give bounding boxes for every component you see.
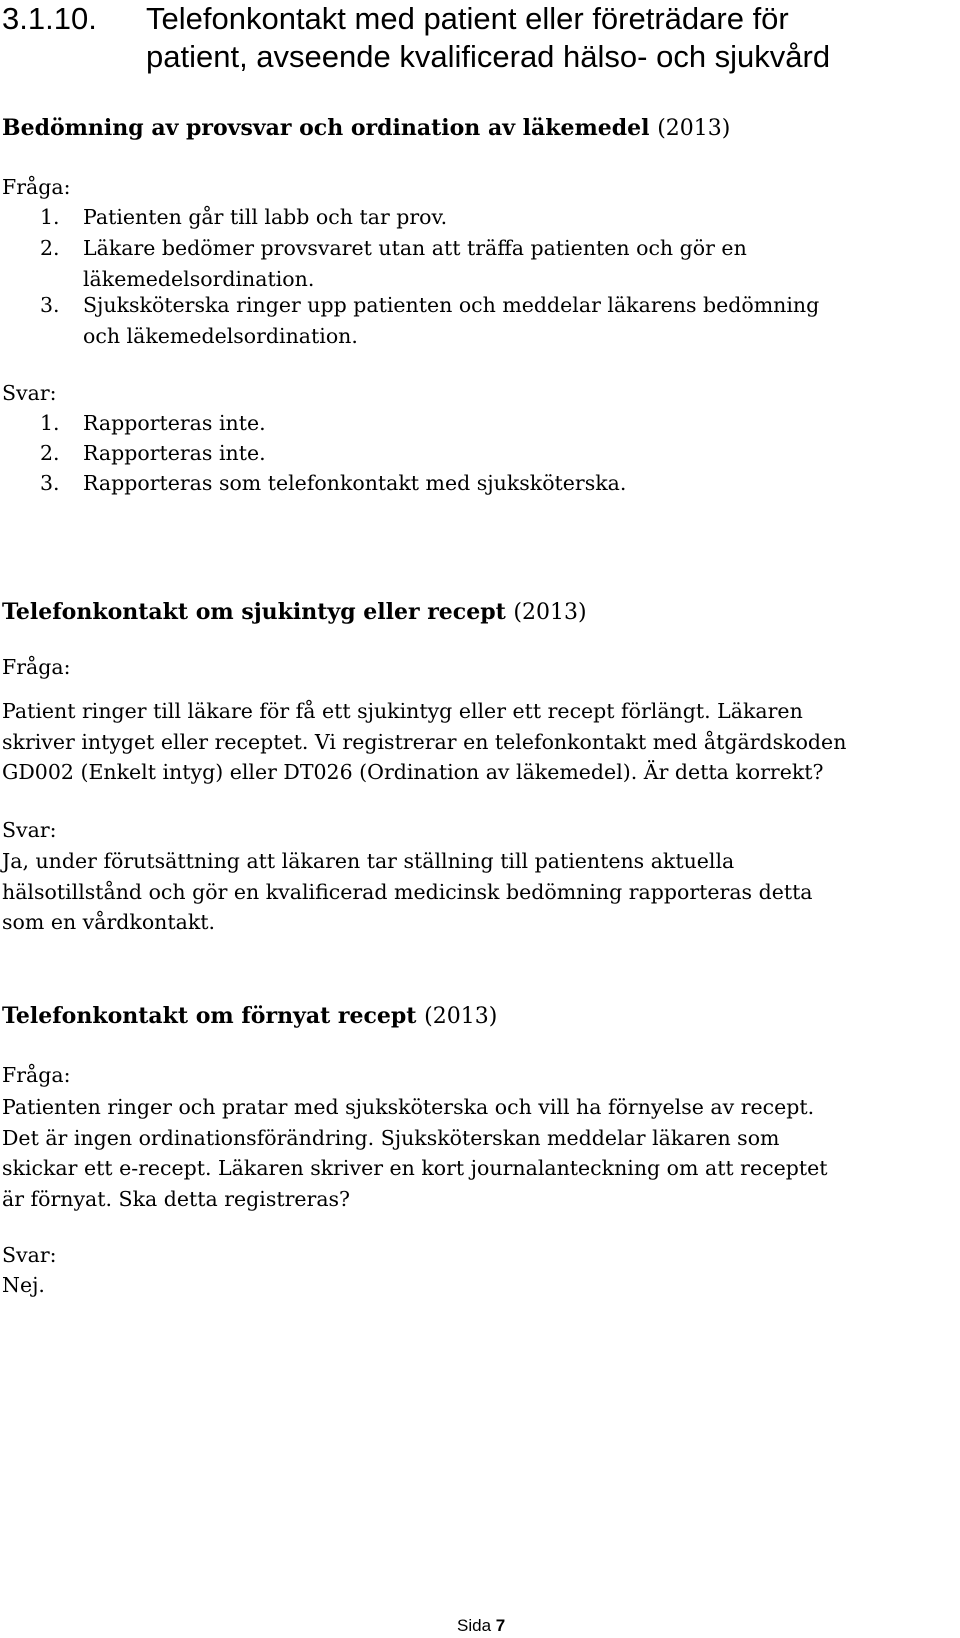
heading-line-2: patient, avseende kvalificerad hälso- och sjukvård — [146, 39, 831, 74]
list-number: 1. — [40, 205, 60, 229]
question-label: Fråga: — [2, 1063, 71, 1087]
question-label: Fråga: — [2, 175, 71, 199]
list-item — [40, 468, 940, 499]
answer-paragraph — [2, 1270, 942, 1301]
answer-label: Svar: — [2, 1243, 57, 1267]
paragraph-line: Det är ingen ordinationsförändring. Sjuksköterskan meddelar läkaren som — [2, 1125, 780, 1150]
paragraph-line: Patient ringer till läkare för få ett sjukintyg eller ett recept förlängt. Läkaren — [2, 699, 803, 723]
list-text: Rapporteras inte. — [83, 411, 266, 435]
page-number: 7 — [495, 1616, 506, 1635]
question-paragraph — [2, 696, 942, 788]
list-text: Patienten går till labb och tar prov. — [83, 205, 448, 229]
list-text-continued: läkemedelsordination. — [83, 266, 315, 291]
paragraph-line: Patienten ringer och pratar med sjuksköterska och vill ha förnyelse av recept. — [2, 1095, 815, 1119]
section-year: (2013) — [513, 600, 587, 625]
list-item — [40, 408, 940, 439]
section-title-text: Telefonkontakt om sjukintyg eller recept — [2, 599, 506, 625]
section-title-text: Telefonkontakt om förnyat recept — [2, 1003, 417, 1029]
answer-label: Svar: — [2, 381, 57, 405]
paragraph-line: Nej. — [2, 1273, 45, 1297]
list-text: Rapporteras inte. — [83, 441, 266, 465]
paragraph-line: som en vårdkontakt. — [2, 910, 215, 934]
footer-label: Sida — [457, 1616, 492, 1635]
list-text: Sjuksköterska ringer upp patienten och meddelar läkarens bedömning — [83, 293, 820, 317]
section-title — [2, 598, 587, 627]
list-number: 2. — [40, 441, 60, 465]
paragraph-line: hälsotillstånd och gör en kvalificerad medicinsk bedömning rapporteras detta — [2, 879, 813, 904]
paragraph-line: skriver intyget eller receptet. Vi registrerar en telefonkontakt med åtgärdskoden — [2, 729, 847, 754]
paragraph-line: är förnyat. Ska detta registreras? — [2, 1186, 351, 1211]
paragraph-line: Ja, under förutsättning att läkaren tar ställning till patientens aktuella — [2, 849, 735, 873]
page-footer — [457, 1615, 505, 1637]
list-number: 2. — [40, 236, 60, 260]
answer-label: Svar: — [2, 818, 57, 842]
heading-line-1: Telefonkontakt med patient eller företrädare för — [146, 1, 789, 36]
list-item — [40, 438, 940, 469]
list-item — [40, 233, 940, 294]
list-text: Rapporteras som telefonkontakt med sjuksköterska. — [83, 471, 627, 495]
list-number: 3. — [40, 293, 60, 317]
question-label: Fråga: — [2, 655, 71, 679]
list-number: 1. — [40, 411, 60, 435]
paragraph-line: GD002 (Enkelt intyg) eller DT026 (Ordination av läkemedel). Är detta korrekt? — [2, 760, 824, 784]
section-title — [2, 114, 730, 143]
chapter-heading — [2, 0, 952, 76]
section-year: (2013) — [657, 116, 731, 141]
list-number: 3. — [40, 471, 60, 495]
section-year: (2013) — [424, 1004, 498, 1029]
answer-paragraph — [2, 846, 942, 938]
section-title-text: Bedömning av provsvar och ordination av läkemedel — [2, 115, 650, 141]
section-title — [2, 1002, 497, 1031]
list-item — [40, 202, 940, 233]
list-item — [40, 290, 940, 351]
question-paragraph — [2, 1092, 942, 1214]
paragraph-line: skickar ett e-recept. Läkaren skriver en kort journalanteckning om att receptet — [2, 1156, 828, 1180]
list-text-continued: och läkemedelsordination. — [83, 323, 358, 348]
heading-number: 3.1.10. — [2, 1, 97, 36]
list-text: Läkare bedömer provsvaret utan att träffa patienten och gör en — [83, 236, 747, 260]
